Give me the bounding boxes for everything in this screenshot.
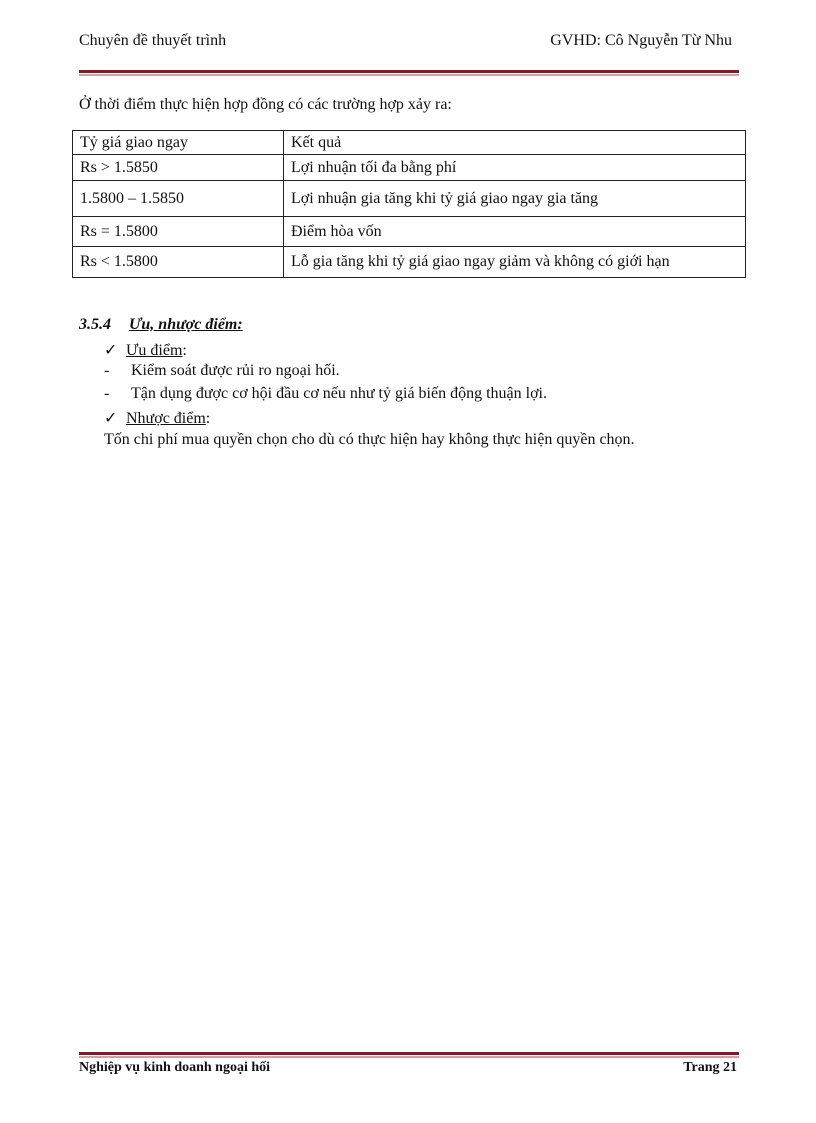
section-title: Ưu, nhược điểm: bbox=[129, 316, 243, 333]
table-row bbox=[73, 155, 746, 181]
exchange-rate-table bbox=[72, 130, 746, 278]
table-cell: Lợi nhuận tối đa bằng phí bbox=[284, 155, 746, 181]
disadvantages-colon: : bbox=[205, 410, 211, 427]
page-header bbox=[79, 30, 732, 52]
table-cell: 1.5800 – 1.5850 bbox=[73, 181, 284, 217]
table-cell: Rs > 1.5850 bbox=[73, 155, 284, 181]
header-rule bbox=[79, 70, 739, 76]
checkmark-icon: ✓ bbox=[104, 410, 118, 427]
table-header-cell: Tỷ giá giao ngay bbox=[73, 131, 284, 155]
footer-title: Nghiệp vụ kinh doanh ngoại hối bbox=[79, 1060, 271, 1075]
advantage-text: Tận dụng được cơ hội đầu cơ nếu như tỷ giá biến động thuận lợi. bbox=[131, 385, 547, 402]
list-item bbox=[104, 385, 547, 403]
intro-paragraph: Ở thời điểm thực hiện hợp đồng có các trường hợp xảy ra: bbox=[79, 96, 452, 113]
table-cell: Điểm hòa vốn bbox=[284, 217, 746, 247]
table-row bbox=[73, 181, 746, 217]
advantages-label: Ưu điểm bbox=[126, 342, 183, 359]
advantages-colon: : bbox=[182, 342, 187, 359]
table-cell: Lỗ gia tăng khi tỷ giá giao ngay giảm và không có giới hạn bbox=[284, 247, 746, 278]
header-advisor: GVHD: Cô Nguyễn Từ Nhu bbox=[550, 32, 732, 49]
table-header-row bbox=[73, 131, 746, 155]
disadvantages-text: Tốn chi phí mua quyền chọn cho dù có thực hiện hay không thực hiện quyền chọn. bbox=[104, 431, 635, 448]
disadvantages-label: Nhược điểm bbox=[126, 410, 206, 427]
disadvantages-heading bbox=[104, 408, 210, 428]
advantage-text: Kiểm soát được rủi ro ngoại hối. bbox=[131, 362, 340, 379]
table-row bbox=[73, 247, 746, 278]
page-number: Trang 21 bbox=[683, 1060, 737, 1075]
section-heading bbox=[79, 316, 243, 334]
dash-bullet: - bbox=[104, 385, 110, 402]
table-cell: Lợi nhuận gia tăng khi tỷ giá giao ngay gia tăng bbox=[284, 181, 746, 217]
list-item bbox=[104, 362, 340, 380]
table-header-cell: Kết quả bbox=[284, 131, 746, 155]
dash-bullet: - bbox=[104, 362, 110, 379]
table-cell: Rs < 1.5800 bbox=[73, 247, 284, 278]
header-topic: Chuyên đề thuyết trình bbox=[79, 32, 227, 49]
checkmark-icon: ✓ bbox=[104, 342, 118, 359]
advantages-heading bbox=[104, 340, 187, 360]
section-number: 3.5.4 bbox=[79, 316, 111, 333]
table-row bbox=[73, 217, 746, 247]
table-cell: Rs = 1.5800 bbox=[73, 217, 284, 247]
footer-rule bbox=[79, 1052, 739, 1058]
